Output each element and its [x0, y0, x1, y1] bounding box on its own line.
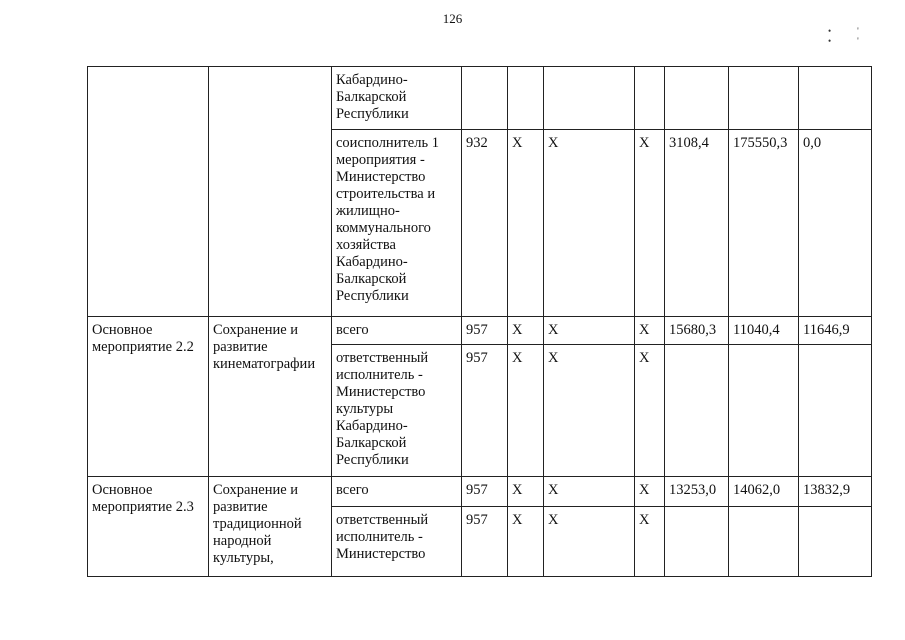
x-cell: Х [508, 317, 544, 345]
name-cell [209, 67, 332, 317]
x-cell [635, 67, 665, 130]
table-row [88, 477, 872, 507]
executor-cell: ответственный исполнитель - Министерство культуры Кабардино-Балкарской Республики [332, 345, 462, 477]
code-cell: 957 [462, 507, 508, 577]
value-cell: 13253,0 [665, 477, 729, 507]
code-cell: 957 [462, 477, 508, 507]
value-cell [729, 67, 799, 130]
x-cell [544, 67, 635, 130]
x-cell: Х [635, 507, 665, 577]
code-cell [462, 67, 508, 130]
x-cell: Х [635, 477, 665, 507]
value-cell [799, 67, 872, 130]
executor-cell: соисполнитель 1 мероприятия - Министерство строительства и жилищно-коммунального хозяйства Кабардино-Балкарской Республики [332, 130, 462, 317]
x-cell: Х [544, 477, 635, 507]
program-table [87, 66, 872, 577]
value-cell [729, 345, 799, 477]
x-cell: Х [544, 130, 635, 317]
x-cell: Х [508, 477, 544, 507]
x-cell: Х [544, 317, 635, 345]
value-cell [729, 507, 799, 577]
x-cell: Х [635, 345, 665, 477]
x-cell [508, 67, 544, 130]
x-cell: Х [544, 345, 635, 477]
measure-cell: Основное мероприятие 2.2 [88, 317, 209, 477]
value-cell [799, 507, 872, 577]
value-cell: 0,0 [799, 130, 872, 317]
value-cell [665, 67, 729, 130]
value-cell: 11646,9 [799, 317, 872, 345]
name-cell: Сохранение и развитие традиционной народной культуры, [209, 477, 332, 577]
table-row [88, 67, 872, 130]
executor-cell: ответственный исполнитель - Министерство [332, 507, 462, 577]
value-cell [665, 345, 729, 477]
code-cell: 957 [462, 317, 508, 345]
code-cell: 957 [462, 345, 508, 477]
executor-cell: всего [332, 477, 462, 507]
value-cell: 14062,0 [729, 477, 799, 507]
value-cell: 13832,9 [799, 477, 872, 507]
value-cell: 15680,3 [665, 317, 729, 345]
x-cell: Х [544, 507, 635, 577]
value-cell [799, 345, 872, 477]
value-cell: 11040,4 [729, 317, 799, 345]
x-cell: Х [635, 317, 665, 345]
measure-cell: Основное мероприятие 2.3 [88, 477, 209, 577]
x-cell: Х [508, 345, 544, 477]
executor-cell: Кабардино-Балкарской Республики [332, 67, 462, 130]
value-cell [665, 507, 729, 577]
value-cell: 3108,4 [665, 130, 729, 317]
scan-specks: •' •' [828, 26, 885, 46]
name-cell: Сохранение и развитие кинематографии [209, 317, 332, 477]
executor-cell: всего [332, 317, 462, 345]
page-number: 126 [442, 11, 463, 26]
table-row [88, 317, 872, 345]
x-cell: Х [635, 130, 665, 317]
measure-cell [88, 67, 209, 317]
value-cell: 175550,3 [729, 130, 799, 317]
x-cell: Х [508, 130, 544, 317]
code-cell: 932 [462, 130, 508, 317]
x-cell: Х [508, 507, 544, 577]
